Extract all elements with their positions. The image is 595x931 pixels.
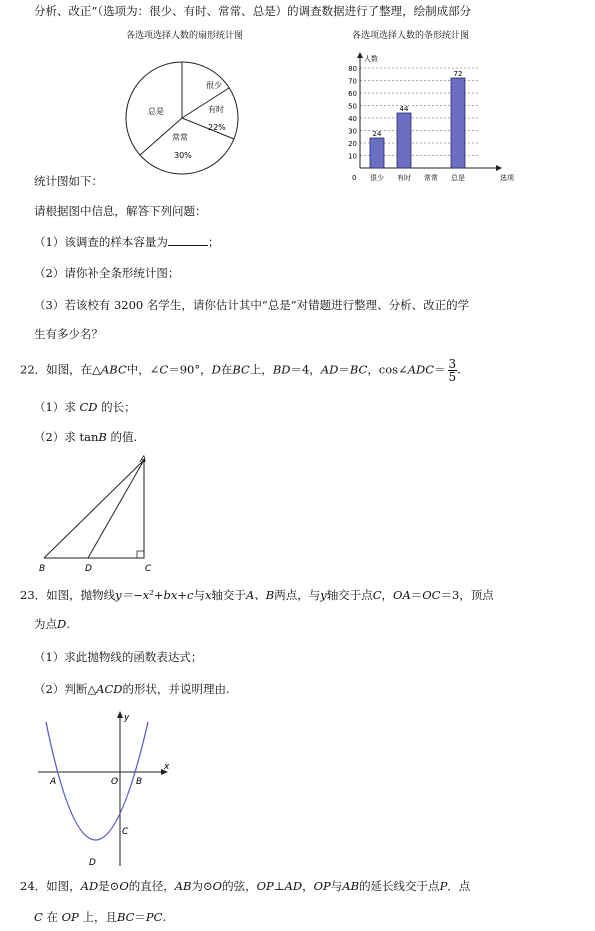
q22-t14: BC <box>349 362 368 377</box>
q22-p1b: CD <box>79 400 98 414</box>
q23-t11: OA <box>393 588 411 602</box>
q22-t4: C <box>159 362 169 377</box>
q24-t8: O <box>212 879 223 893</box>
q21-part3-line2: 生有多少名？ <box>34 327 103 341</box>
q24-l2c: C <box>34 910 43 924</box>
q23-t5: A、B <box>245 588 275 602</box>
pie-label-chang-chang: 常常 <box>172 133 188 142</box>
q22-t9: 上， <box>249 362 273 377</box>
q24-t11: ⊥ <box>273 879 285 893</box>
q22-p1c: 的长； <box>101 400 136 414</box>
q23-t10: ， <box>381 588 394 602</box>
pie-pct-you-shi: 22% <box>208 123 226 132</box>
q24-t4: O <box>119 879 129 893</box>
q22-t18: . <box>457 362 461 377</box>
point-label-D: D <box>89 858 96 868</box>
y-tick-label: 40 <box>348 115 357 123</box>
bar-data-label: 24 <box>372 130 382 138</box>
q24-l2eq: ＝ <box>134 910 146 924</box>
bar-3 <box>451 78 465 168</box>
q23-l2a: 为点 <box>34 617 57 631</box>
q24-t10: OP <box>256 879 274 893</box>
q22-t1: 22．如图，在△ <box>20 362 101 377</box>
pie-label-hen-shao: 很少 <box>206 81 222 90</box>
q23-l2d: D <box>57 617 67 631</box>
q23-t1: 23．如图，抛物线 <box>20 588 116 602</box>
q23-t9: C <box>372 588 382 602</box>
point-label-C: C <box>122 827 129 837</box>
pie-label-zong-shi: 总是 <box>148 107 164 116</box>
q23-eq: y＝−x²+bx+c <box>115 588 194 602</box>
q22-t15: ，cos∠ <box>367 362 408 377</box>
q22-part2 <box>34 429 137 445</box>
q23-part2 <box>34 681 230 697</box>
q24-t19: ．点 <box>447 879 471 893</box>
x-tick-label: 很少 <box>370 174 384 182</box>
bar-data-label: 72 <box>453 70 463 78</box>
q22-t5: ＝90°， <box>168 362 212 377</box>
q22-part1 <box>34 399 136 415</box>
q22-t6: D <box>211 362 221 377</box>
q23-t12: ＝ <box>410 588 423 602</box>
q24-t12: AD <box>284 879 303 893</box>
q22-p2b: B <box>98 430 107 444</box>
pie-pct-chang-chang: 30% <box>174 151 192 160</box>
bar-data-label: 44 <box>399 105 409 113</box>
q22-p2c: 的值. <box>110 430 138 444</box>
q23-t13: OC <box>422 588 441 602</box>
q21-part1 <box>34 234 219 250</box>
q22-p1a: （1）求 <box>34 400 76 414</box>
q24-t1: 24．如图， <box>20 879 81 893</box>
q21-part2: （2）请你补全条形统计图； <box>34 266 180 280</box>
q24-line2 <box>34 909 166 925</box>
q23-p2c: 的形状，并说明理由. <box>122 682 230 696</box>
y-tick-label: 80 <box>348 65 357 73</box>
y-tick-label: 70 <box>348 77 357 86</box>
after-charts-text: 统计图如下： <box>34 174 103 188</box>
q24-l2op: OP <box>61 910 79 924</box>
q23-l2e: . <box>66 617 70 631</box>
bar-chart-title: 各选项选择人数的条形统计图 <box>352 31 470 41</box>
y-tick-label: 50 <box>348 102 357 111</box>
pie-label-you-shi: 有时 <box>208 105 224 114</box>
q24-t5: 的直径， <box>128 879 175 893</box>
y-axis-label: 人数 <box>364 55 378 63</box>
y-tick-label: 60 <box>348 90 357 98</box>
q24-t18: P <box>439 879 448 893</box>
q22-t13: ＝ <box>338 362 350 377</box>
q22-t11: ＝4， <box>290 362 321 377</box>
q23-t8: 轴交于点 <box>326 588 373 602</box>
q23-t6: 两点，与 <box>274 588 321 602</box>
q23-t3: x <box>204 588 212 602</box>
label-B: B <box>39 564 46 574</box>
pie-chart-title: 各选项选择人数的扇形统计图 <box>126 31 244 41</box>
frac-num: 3 <box>448 357 457 371</box>
q24-t16: AB <box>342 879 360 893</box>
q24-l2bc: BC <box>116 910 135 924</box>
triangle-figure <box>36 452 166 577</box>
q23-line2 <box>34 616 70 632</box>
q22-t10: BD <box>272 362 291 377</box>
fraction-three-fifths <box>448 358 458 383</box>
q22-t3: 中，∠ <box>126 362 160 377</box>
q24-t14: OP <box>313 879 331 893</box>
axis-label-x: x <box>164 762 170 772</box>
y-tick-label: 10 <box>348 152 357 161</box>
q23-t7: y <box>320 588 327 602</box>
q23-p2b: ACD <box>96 682 123 696</box>
q22-t12: AD <box>320 362 339 377</box>
origin-label: 0 <box>352 174 357 182</box>
axis-label-y: y <box>124 713 130 723</box>
answer-blank <box>168 235 208 246</box>
bar-chart <box>338 52 528 187</box>
label-A: A <box>140 455 147 465</box>
q24-t7: 为⊙ <box>191 879 213 893</box>
q22-line1 <box>20 358 461 383</box>
q23-part1: （1）求此抛物线的函数表达式； <box>34 650 203 664</box>
q22-t16: ADC <box>407 362 435 377</box>
q24-line1 <box>20 878 470 894</box>
q24-t17: 的延长线交于点 <box>359 879 440 893</box>
q23-p2a: （2）判断△ <box>34 682 97 696</box>
q22-t17: ＝ <box>434 362 446 377</box>
q21-part3-line1: （3）若该校有 3200 名学生，请你估计其中“总是”对错题进行整理、分析、改正的学 <box>34 298 470 312</box>
parabola-figure <box>36 708 176 870</box>
q21-prompt: 请根据图中信息，解答下列问题： <box>34 204 207 218</box>
x-tick-label: 总是 <box>451 174 465 182</box>
point-label-A: A <box>50 777 57 787</box>
q24-t15: 与 <box>330 879 343 893</box>
bar-0 <box>370 138 384 168</box>
q22-t7: 在 <box>220 362 233 377</box>
q22-p2a: （2）求 tan <box>34 430 99 444</box>
q22-t2: ABC <box>100 362 127 377</box>
x-tick-label: 有时 <box>397 174 411 182</box>
x-axis-arrow <box>496 165 502 171</box>
q24-l2pc: PC <box>145 910 163 924</box>
q23-t4: 轴交于 <box>211 588 246 602</box>
q24-l2b: 上，且 <box>82 910 117 924</box>
q24-t13: ， <box>302 879 314 893</box>
pie-chart <box>120 52 270 182</box>
x-axis-label: 选项 <box>500 174 514 182</box>
y-tick-label: 30 <box>348 127 357 136</box>
q24-t3: 是⊙ <box>98 879 120 893</box>
q24-t9: 的弦， <box>222 879 257 893</box>
q24-t2: AD <box>80 879 99 893</box>
q24-l2end: . <box>162 910 167 924</box>
bar-1 <box>397 113 411 168</box>
label-C: C <box>145 564 152 574</box>
q24-l2a: 在 <box>46 910 58 924</box>
y-axis-arrow <box>357 52 363 58</box>
q24-t6: AB <box>174 879 192 893</box>
y-tick-label: 20 <box>348 140 357 148</box>
q23-t14: ＝3，顶点 <box>440 588 494 602</box>
x-tick-label: 常常 <box>424 174 438 182</box>
q21-part1-end: ； <box>207 235 220 249</box>
q23-t2: 与 <box>193 588 205 602</box>
point-label-B: B <box>136 777 143 787</box>
q21-part1-text: （1）该调查的样本容量为 <box>34 235 168 249</box>
label-D: D <box>85 564 92 574</box>
q23-line1 <box>20 587 494 603</box>
point-label-O: O <box>111 777 119 787</box>
q21-intro-line: 分析、改正”（选项为：很少、有时、常常、总是）的调查数据进行了整理，绘制成部分 <box>34 4 472 18</box>
frac-den: 5 <box>448 370 457 384</box>
q22-t8: BC <box>232 362 250 377</box>
